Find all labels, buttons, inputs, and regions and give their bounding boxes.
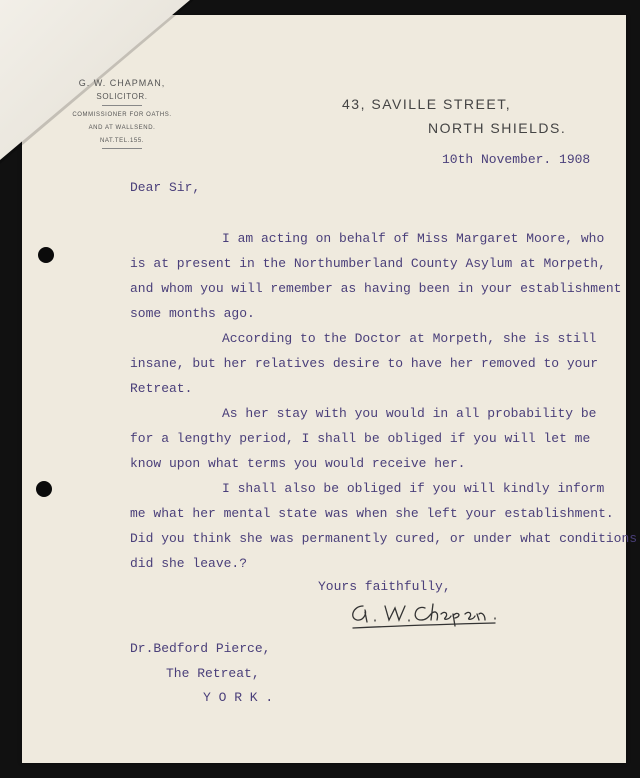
body-line: Retreat. — [130, 381, 193, 396]
body-line: Did you think she was permanently cured, or under what conditions — [130, 531, 638, 546]
letterhead-location: AND AT WALLSEND. — [88, 125, 156, 131]
body-line: did she leave.? — [130, 556, 248, 571]
recipient-city: Y O R K . — [203, 690, 274, 705]
body-line: insane, but her relatives desire to have her removed to your — [130, 356, 599, 371]
body-line: and whom you will remember as having been in your establishment — [130, 281, 622, 296]
body-line: I shall also be obliged if you will kindly inform — [222, 481, 605, 496]
recipient-institution: The Retreat, — [166, 666, 260, 681]
body-line: some months ago. — [130, 306, 255, 321]
recipient-name: Dr.Bedford Pierce, — [130, 641, 271, 656]
letterhead-commissioner: COMMISSIONER FOR OATHS. — [72, 112, 172, 118]
body-line: for a lengthy period, I shall be obliged if you will let me — [130, 431, 591, 446]
body-line: know upon what terms you would receive her. — [130, 456, 466, 471]
letterhead-title: SOLICITOR. — [96, 92, 148, 101]
handwritten-signature — [345, 596, 505, 636]
closing: Yours faithfully, — [318, 579, 451, 594]
body-line: According to the Doctor at Morpeth, she is still — [222, 331, 597, 346]
letterhead-phone: NAT.TEL.155. — [99, 138, 145, 144]
body-line: I am acting on behalf of Miss Margaret Moore, who — [222, 231, 605, 246]
address-line-1: 43, SAVILLE STREET, — [342, 96, 512, 112]
punch-hole-top — [38, 247, 54, 263]
letterhead-rule-bottom — [102, 148, 142, 149]
address-line-2: NORTH SHIELDS. — [428, 120, 567, 136]
body-line: As her stay with you would in all probability be — [222, 406, 597, 421]
letterhead-rule — [102, 105, 142, 106]
letterhead-name: G. W. CHAPMAN, — [78, 78, 166, 88]
letterhead — [58, 78, 186, 149]
punch-hole-bottom — [36, 481, 52, 497]
letter-date: 10th November. 1908 — [442, 152, 591, 167]
body-line: is at present in the Northumberland County Asylum at Morpeth, — [130, 256, 606, 271]
salutation: Dear Sir, — [130, 180, 201, 195]
body-line: me what her mental state was when she left your establishment. — [130, 506, 614, 521]
